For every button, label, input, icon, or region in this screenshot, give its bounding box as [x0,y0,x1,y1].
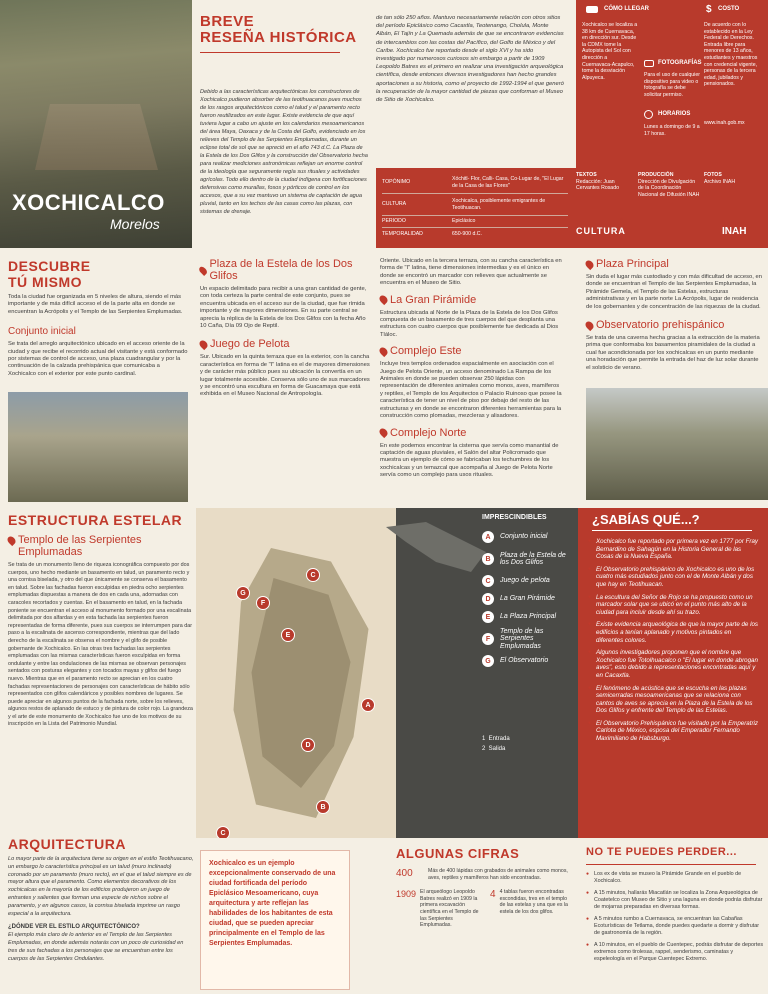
no-perder-item: ● Los ex de vista se museo la Pirámide Grande en el pueblo de Xochicalco. [586,871,764,885]
cifra-text: El arqueólogo Leopoldo Batres realizó en 1909 la primera excavación científica en el Templo de las Serpientes Emplumadas. [420,889,479,929]
como-llegar-text: Xochicalco se localiza a 38 km de Cuernavaca, en dirección sur. Desde la CDMX tome la Autopista del Sol con dirección a Cuernavaca-Acapulco, tome la desviación Alpuyeca. [582,22,638,81]
sabias-item: ● El Observatorio Prehispánico fue visitado por la Emperatriz Carlota de México, esposa del Emperador Fernando Maximiliano de Habsburgo. [588,720,760,743]
map-pin-icon [378,346,389,357]
credit-fotos [704,172,762,185]
cifra-item-1909 [396,889,484,929]
plaza-estela-text: Un espacio delimitado para recibir a una gran cantidad de gente, con toda certeza la parte central de este conjunto, pues se encuentra ubicada en el acceso sur de la ciudad, que fue rímida importante y de mayores dimensiones. En su parte central se aprecia la réplica de la Estela de los Dos Glifos con la fecha Año 10 Caña, Día 09 Ojo de Reptil. [200,286,367,330]
mexico-map-icon [386,522,486,572]
imp-label: Juego de pelota [500,577,550,585]
credit-key: TEXTOS [576,172,597,178]
map-pin-icon [198,265,209,276]
imp-letter: E [482,611,494,623]
complejo-norte-heading [380,427,562,439]
no-perder-heading: NO TE PUEDES PERDER... [586,846,737,858]
sabias-item: ● El fenómeno de acústica que se escucha en las plazas semicerradas mesoamericanas que se relaciona con cantos de aves se aprecia en la Plaza de la Estela de los Dos Glifos y enfrente del Templo de las Estelas. [588,685,760,715]
conjunto-inicial-heading: Conjunto inicial [8,326,76,338]
imp-item-f[interactable] [482,626,574,652]
map-pin-icon [584,319,595,330]
no-perder-section [586,844,764,968]
callout-text: Xochicalco es un ejemplo excepcionalmente conservado de una ciudad fortificada del período Epiclásico Mesoamericano, cuya arquitectura y arte reflejan las habilidades de los habitantes de esta ciudad, que se pueden apreciar principalmente en el Templo de las Serpientes Emplumadas. [209,860,336,947]
ficha-table [382,172,568,240]
entrada-number: 1 [482,736,489,742]
cifra-text: Más de 400 lápidas con grabados de animales como monos, aves, reptiles y mamíferos han sido encontradas. [428,868,568,881]
imp-label: La Gran Pirámide [500,595,555,603]
imp-label: El Observatorio [500,657,549,665]
cifras-section [396,846,578,929]
historia-col1: Debido a las características arquitectónicas los constructores de Xochicalco pudieron absorber de las teotihuacanos pues muchos de los rasgos arquitectónicos como el talud y el paramento recto fueron reutilizados en este lugar. Existe evidencia de que aquí tuviera lugar a cabo un ajuste en los calendarios mesoamericanos del área Maya, Oaxaca y de la Costa del Golfo, evidenciado en los relieves del Templo de las Serpientes Emplumadas, durante un eclipse total de sol que se apreció en el año 743 d.C. La Plaza de la Estela de los Dos Glifos y la construcción del Observatorio hecha para realizar mediciones astronómicas reflejan un enorme control de la ideología que seguramente regía sus rituales y actividades agrícolas. Todo ello dentro de la ciudad indígena con fortificaciones defensivas como murallas, fosos y pórticos de control en los accesos, que a su vez mantuvo un sistema de captación de agua pluvial, tanto en los techos de las casas como las plazas, con sistemas de drenaje. [200,89,368,215]
complejo-norte-title: Complejo Norte [390,426,467,439]
cifra-number: 1909 [396,889,417,900]
map-pin-icon [584,258,595,269]
ruins-photo-left [8,392,188,502]
map-pin-icon [6,535,17,546]
complejo-este-heading [380,345,562,357]
observatorio-heading [586,319,762,331]
imp-letter: C [482,575,494,587]
imp-letter: D [482,593,494,605]
callout-box [200,850,350,990]
map-marker-g[interactable]: G [236,586,250,600]
gran-piramide-section [380,258,562,480]
web-link[interactable]: www.inah.gob.mx [704,120,745,126]
juego-pelota-title: Juego de Pelota [210,338,290,351]
ficha-key: TOPÓNIMO [382,179,411,186]
entrada-label: Entrada [488,736,510,742]
cover-photo [0,0,192,248]
plaza-principal-heading [586,258,762,270]
site-map [196,508,396,838]
historia-col2: de tan sólo 250 años. Mantuvo necesariamente relación con otros sitios del período Epiclásico como Cacaxtla, Teotenango, Cholula, Monte Albán, El Tajín y La Quemada además de que se encontraron evidencias de intercambios con las costas del Pacífico, del Golfo de México y del Caribe. Xochicalco fue reportado desde el siglo XVI y ha sido investigado por numerosos curiosos sin embargo a partir de 1909 Leopoldo Batres es el primero en realizar una investigación arqueológica científica, desde entonces diversos investigadores han hecho grandes aportaciones a su historia, como el proyecto de 1992-1994 el que generó la recuperación de la mayor cantidad de piezas que conforman el Museo de Sitio de Xochicalco. [376,15,564,104]
car-icon [586,6,598,13]
sabias-list [588,538,760,748]
imp-label: Templo de las Serpientes Emplumadas [500,627,544,650]
fotografias-label: FOTOGRAFÍAS [658,60,702,66]
como-llegar-label: CÓMO LLEGAR [604,6,649,12]
salida-label: Salida [488,746,506,752]
sabias-item: ● El Observatorio prehispánico de Xochicalco es uno de los cuatro más estudiados junto con el de Monte Albán y dos que hay en Teotihuacan. [588,566,760,589]
costo-text: De acuerdo con lo establecido en la Ley Federal de Derechos. Entrada libre para menores de 13 años, estudiantes y maestros con credencial vigente, personas de la tercera edad, jubilados y pensionados. [704,22,758,88]
ficha-row [382,172,568,194]
credit-value: Dirección de Divulgación de la Coordinación Nacional de Difusión INAH [638,178,700,198]
arquitectura-question: ¿DÓNDE VER EL ESTILO ARQUITECTÓNICO? [8,924,140,931]
templo-heading [8,534,194,558]
templo-title: Templo de las Serpientes Emplumadas [18,534,142,558]
ruins-photo-right [586,388,768,500]
ficha-value: 650-900 d.C. [452,230,482,237]
imprescindibles-list [482,528,574,670]
ficha-value: Epiclásico [452,218,476,225]
cifras-heading: ALGUNAS CIFRAS [396,846,520,861]
credit-textos [576,172,634,192]
estructura-heading: ESTRUCTURA ESTELAR [8,512,183,528]
map-marker-d[interactable]: D [301,738,315,752]
imp-item-d[interactable] [482,590,574,608]
ficha-key: TEMPORALIDAD [382,230,423,237]
descubre-section [8,258,188,378]
imp-item-g[interactable] [482,652,574,670]
historia-heading: BREVE RESEÑA HISTÓRICA [200,13,357,46]
map-marker-b[interactable]: B [316,800,330,814]
juego-pelota-heading [200,338,370,350]
complejo-este-title: Complejo Este [390,345,462,358]
sabias-underline [592,530,752,531]
cultura-logo: CULTURA [576,226,626,236]
map-marker-a[interactable]: A [361,698,375,712]
map-pin-icon [378,427,389,438]
cover-subtitle: Morelos [110,216,160,232]
plaza-principal-title: Plaza Principal [596,258,669,270]
imp-item-e[interactable] [482,608,574,626]
imprescindibles-panel [396,508,578,838]
arquitectura-answer: El ejemplo más claro de lo anterior es el Templo de las Serpientes Emplumadas, en donde además notarás con un poco de curiosidad en tres de sus fachadas a los personajes que se encuentran entre los cuerpos de las Serpientes Ondulantes. [8,932,184,962]
horarios-text: Lunes a domingo de 9 a 17 horas. [644,124,700,137]
cifra-item-400 [396,868,578,881]
cover-title: XOCHICALCO [12,190,165,215]
ficha-key: PERIODO [382,218,406,225]
sabias-item: ● Xochicalco fue reportado por primera vez en 1777 por Fray Bernardino de Sahagún en la Historia General de las Cosas de la Nueva España. [588,538,760,561]
ficha-value: Xochicalca, posiblemente emigrantes de Teotihuacan. [452,197,546,211]
info-panel [576,0,768,168]
complejo-este-text: Incluye tres templos ordenados espacialmente en asociación con el Juego de Pelota Oriente, un acceso denominado La Rampa de los Animales en donde se pueden observar 250 lápidas con representación de diferentes animales como monos, aves, mamíferos y reptiles, el Templo de los Arquitectos o Palacio Ruinoso que posee la característica de tener un nivel de piso por debajo del resto de las estructuras y en donde se encontraron diferentes herramientas para la construcción como plomadas, mezcleras y alisadores. [380,361,562,420]
oriente-text: Oriente. Ubicado en la tercera terraza, con su cancha característica en forma de "I" latina, tiene dimensiones intermedias y es el único en donde se encontró un marcador con relieves que actualmente se encuentra en el Museo de Sitio. [380,258,562,287]
cifra-item-4 [490,889,574,929]
plaza-estela-title: Plaza de la Estela de los Dos Glifos [209,258,353,282]
map-pin-icon [198,339,209,350]
horarios-label: HORARIOS [658,111,691,117]
imp-item-b[interactable] [482,546,574,572]
descubre-text: Toda la ciudad fue organizada en 5 niveles de altura, siendo el más importante y de más difícil acceso el de la parte alta en donde se encuentran la Acrópolis y el Templo de las Serpientes Emplumadas. [8,294,183,315]
ficha-value: Xóchitl- Flor, Calli- Casa, Co-Lugar de, "El Lugar de la Casa de las Flores" [452,175,564,189]
cifra-number: 400 [396,868,413,879]
ficha-row [382,194,568,216]
ficha-panel [376,168,768,248]
ficha-key: CULTURA [382,201,407,208]
templo-text: Se trata de un monumento lleno de riqueza iconográfica compuesto por dos cuerpos, uno hecho mediante un basamento en talud, un paramento recto y una cornisa biselada, y otro del que únicamente se conserva el basamento en talud. Sobre las fachadas fueron esculpidas en piedra ocho serpientes emplumadas dispuestas a manera de dos en cada una, adornadas con caracoles recortados y cuentas. En el basamento en talud, en la fachada poniente se encuentran el acceso al monumento formado por una escalinata delimitada por dos alfardas y en esta fachada las serpientes fueron representadas de forma diferente, pues sus cuerpos se interrumpen para dar paso a la escalinata de ascenso correspondiente, mientras que del lado derecho de la escalinata se observa el nombre y el glifo de posible gobernante de Xochicalco. En las otras tres fachadas las serpientes emplumadas con las mismas características fueron esculpidas en forma ondulante y entre las ondulaciones de las mismas se observan personajes sentados con posturas elegantes y con tocados mayas y glifos del fuego nuevo. Mientras que en el paramento recto se aprecian en los cuatro fachadas representaciones de personajes con características de hábito sólo representados con glifos calendáricos y posibles nombres de lugares. Se puede apreciar en algunos puntos de la fachada norte, sobre los relieves, algunos restos de aplanado de estuco y de pintura de color rojo. La grandeza y el arte de este monumento de Xochicalco fue uno de los motivos de su inscripción en la Lista del Patrimonio Mundial. [8,562,193,728]
historia-section [200,14,370,216]
estructura-section [8,512,194,729]
historia-underline [200,52,340,53]
no-perder-underline [586,864,756,865]
sabias-item: ● Existe evidencia arqueológica de que la mayor parte de los edificios a tenían aplanado y motivos pintados en diferentes colores. [588,621,760,644]
imprescindibles-heading: IMPRESCINDIBLES [482,514,547,521]
observatorio-text: Se trata de una caverna hecha gracias a la extracción de la materia prima que conformaba los basamentos piramidales de la ciudad a cual fue acondicionada por los xochicalcas en un punto mediante una horadación que permite la entrada del haz de luz solar durante el solsticio de verano. [586,335,760,371]
map-marker-c2[interactable]: C [216,826,230,838]
camera-icon [644,60,654,67]
map-marker-c[interactable]: C [306,568,320,582]
imp-letter: F [482,633,494,645]
sabias-item: ● La escultura del Señor de Rojo se ha propuesto como un marcador solar que se ubicó en el punto más alto de la ciudad para incluir desde ahí su trazo. [588,594,760,617]
entrada-salida-legend [482,734,510,754]
no-perder-item: ● A 5 minutos rumbo a Cuernavaca, se encuentran las Cabañas Ecoturísticas de Tetlama, donde puedes quedarte a dormir y disfrutar de gastronomía de la región. [586,916,764,937]
no-perder-list [586,871,764,963]
no-perder-item: ● A 10 minutos, en el pueblo de Cuentepec, podrás disfrutar de deportes extremos como tirolesas, rappel, senderismo, caminatas y espeleología en el Parque Cuentepec Extremo. [586,942,764,963]
entrada-row [482,734,510,744]
map-marker-e[interactable]: E [281,628,295,642]
cover-pyramid-shape [20,60,170,170]
sabias-item: ● Algunos investigadores proponen que el nombre que Xochicalco fue Totolhuacalco o "El lugar en donde abrogan aves", esto debido a representaciones encontradas aquí y en Cacaxtla. [588,649,760,679]
cifra-number: 4 [490,889,496,901]
salida-number: 2 [482,746,489,752]
credit-key: FOTOS [704,172,722,178]
credit-produccion [638,172,700,198]
juego-pelota-text: Sur. Ubicado en la quinta terraza que es la exterior, con la cancha característica en forma de "I" latina es el de mayores dimensiones y de carácter más público pues su ubicación la convertía en un lugar totalmente accesible. Conserva sólo uno de sus marcadores y se encontró una escultura en forma de Guacamaya que está exhibida en el Museo Nacional de Antropología. [200,354,370,398]
arquitectura-heading: ARQUITECTURA [8,836,126,852]
complejo-norte-text: En este podemos encontrar la cisterna que servía como manantial de captación de aguas pluviales, el Salón del altar Policromado que muestra un ejemplo de cómo se fabricaban los techumbres de los xochicalcas y un temazcal que acompaña al Juego de Pelota Norte servía como un complejo para usos rituales. [380,442,559,479]
salida-row [482,744,510,754]
no-perder-item: ● A 15 minutos, hallarás Miacatlán se localiza la Zona Arqueológica de Coatetelco con Museo de Sitio y una laguna en donde podrás disfrutar de mojarras preparadas en diversas formas. [586,890,764,911]
gran-piramide-title: La Gran Pirámide [390,293,477,306]
imp-letter: B [482,553,494,565]
dollar-icon: $ [706,4,712,15]
plaza-estela-section [200,258,370,399]
arquitectura-text: Lo mayor parte de la arquitectura tiene su origen en el estilo Teotihuacano, un embargo lo característica principal es un talud (muro inclinado) coronado por un paramento (muro recto), en el que el talud siempre es de mayor altura que el paramento. Como elementos decorativos de los xochicalcas en la mayoría de los edificios produjeron un juego de entrantes y salientes que forman una especie de nichos sobre el paramento, y en algunos casos, la cornisa biselada imprime un rasgo especial a la arquitectura. [8,856,194,917]
gran-piramide-heading [380,294,562,306]
conjunto-inicial-text: Se trata del arreglo arquitectónico ubicado en el acceso oriente de la ciudad y que recibe el recorrido actual del visitante y está conformado por sistemas de control de acceso, una plaza cuadrangular y por la continuación de la calzada prehispánica que comunicaba a Xochicalco con el exterior por este punto cardinal. [8,341,188,377]
imp-letter: G [482,655,494,667]
imp-letter: A [482,531,494,543]
plaza-estela-heading [200,258,370,282]
cifras-row-bottom [396,889,578,929]
cifra-text: 4 tablas fueron encontradas escondidas, tres en el templo de las estelas y una que es la estela de los dos glifos. [499,889,568,915]
credit-value: Archivo INAH [704,178,736,185]
imp-label: Conjunto inicial [500,533,548,541]
imp-item-a[interactable] [482,528,574,546]
arquitectura-section [8,836,194,964]
credit-value: Redacción: Juan Cervantes Rosado [576,178,619,192]
ficha-row [382,228,568,240]
fotografias-text: Para el uso de cualquier dispositivo para video o fotografía se debe solicitar permiso. [644,72,700,98]
map-marker-f[interactable]: F [256,596,270,610]
plaza-principal-section [586,258,762,372]
imp-item-c[interactable] [482,572,574,590]
costo-label: COSTO [718,6,740,12]
descubre-heading: DESCUBRE TÚ MISMO [8,258,91,290]
credit-key: PRODUCCIÓN [638,172,674,178]
inah-logo: INAH [722,226,747,237]
map-pin-icon [378,294,389,305]
plaza-principal-text: Sin duda el lugar más custodiado y con más dificultad de acceso, en donde se encuentran el Templo de las Serpientes Emplumadas, la Pirámide Gemela, el Templo de las Estelas, estructuras administrativas y en la parte norte La Acrópolis, lugar de residencia de los gobernantes y de concentración de las riquezas de la ciudad. [586,274,762,310]
imp-label: Plaza de la Estela de los Dos Glifos [500,551,566,566]
sabias-heading: ¿SABÍAS QUÉ...? [592,512,700,527]
ficha-row [382,216,568,228]
gran-piramide-text: Estructura ubicada al Norte de la Plaza de la Estela de los Dos Glifos compuesta de un basamento de tres cuerpos del que desplanta una estructura con cuatro cuerpos que posiblemente fue dedicada al Dios Tláloc. [380,309,559,338]
clock-icon [644,110,653,119]
imp-label: La Plaza Principal [500,613,557,621]
sabias-panel [578,508,768,838]
observatorio-title: Observatorio prehispánico [596,319,725,332]
